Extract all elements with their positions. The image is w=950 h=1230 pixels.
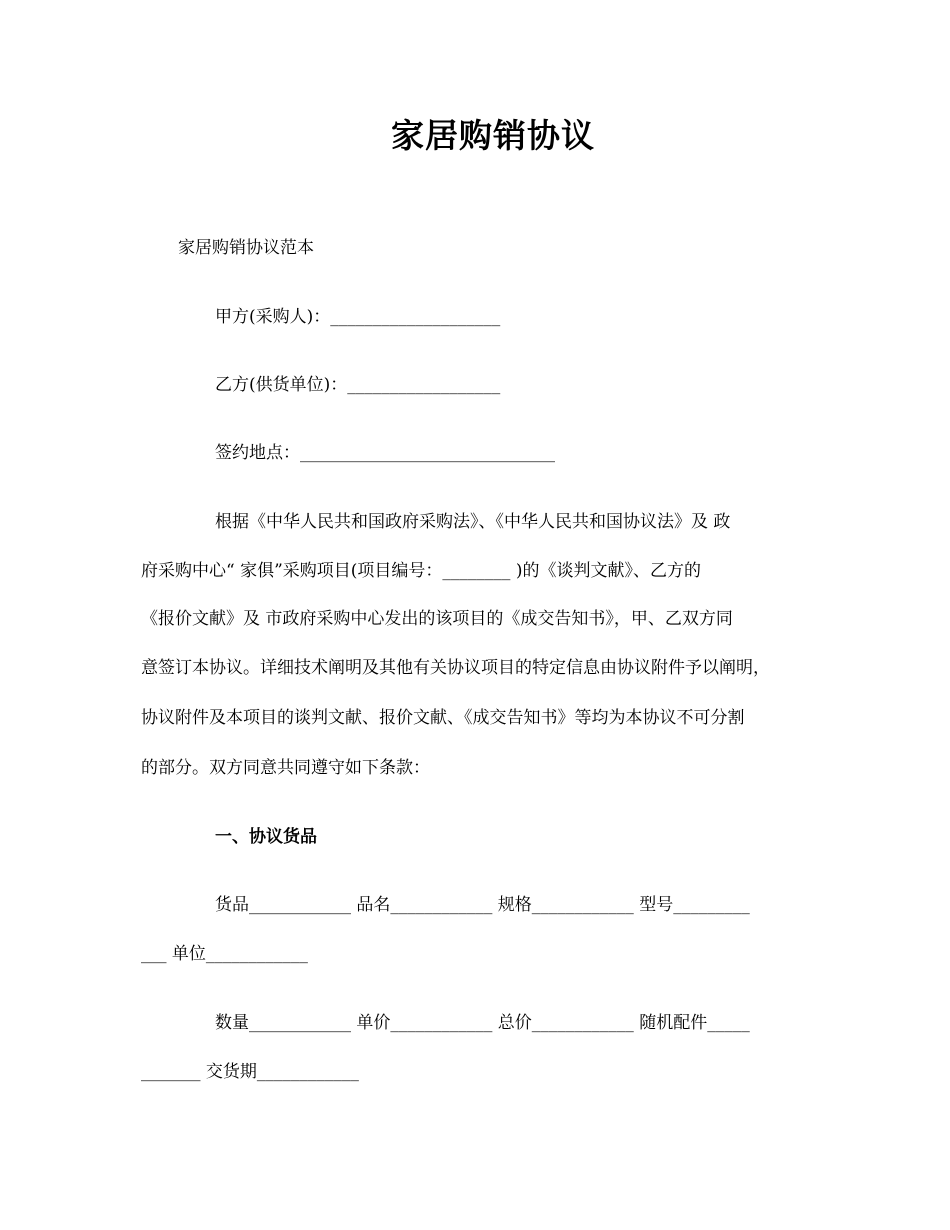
section-1-heading: 一、协议货品 [215, 827, 317, 847]
preamble-line-2: 府采购中心“ 家俱”采购项目(项目编号：________ )的《谈判文献》、乙方的 [141, 561, 701, 581]
signing-place-line: 签约地点：______________________________ [215, 443, 555, 463]
preamble-line-3: 《报价文献》及 市政府采购中心发出的该项目的《成交告知书》，甲、乙双方同 [141, 609, 733, 629]
document-title: 家居购销协议 [391, 116, 595, 155]
quantity-line-2: _______ 交货期____________ [141, 1062, 359, 1082]
goods-line-1: 货品____________ 品名____________ 规格____________ 型号_________ [215, 895, 750, 915]
document-subtitle: 家居购销协议范本 [178, 238, 314, 258]
quantity-line-1: 数量____________ 单价____________ 总价____________ 随机配件_____ [215, 1013, 750, 1033]
preamble-line-1: 根据《中华人民共和国政府采购法》、《中华人民共和国协议法》及 政 [215, 512, 731, 532]
party-b-line: 乙方(供货单位)：__________________ [215, 375, 501, 395]
preamble-line-6: 的部分。双方同意共同遵守如下条款： [141, 758, 430, 778]
preamble-line-4: 意签订本协议。详细技术阐明及其他有关协议项目的特定信息由协议附件予以阐明， [141, 658, 770, 678]
goods-line-2: ___ 单位____________ [141, 944, 308, 964]
preamble-line-5: 协议附件及本项目的谈判文献、报价文献、《成交告知书》等均为本协议不可分割 [141, 708, 745, 728]
party-a-line: 甲方(采购人)：____________________ [215, 307, 501, 327]
